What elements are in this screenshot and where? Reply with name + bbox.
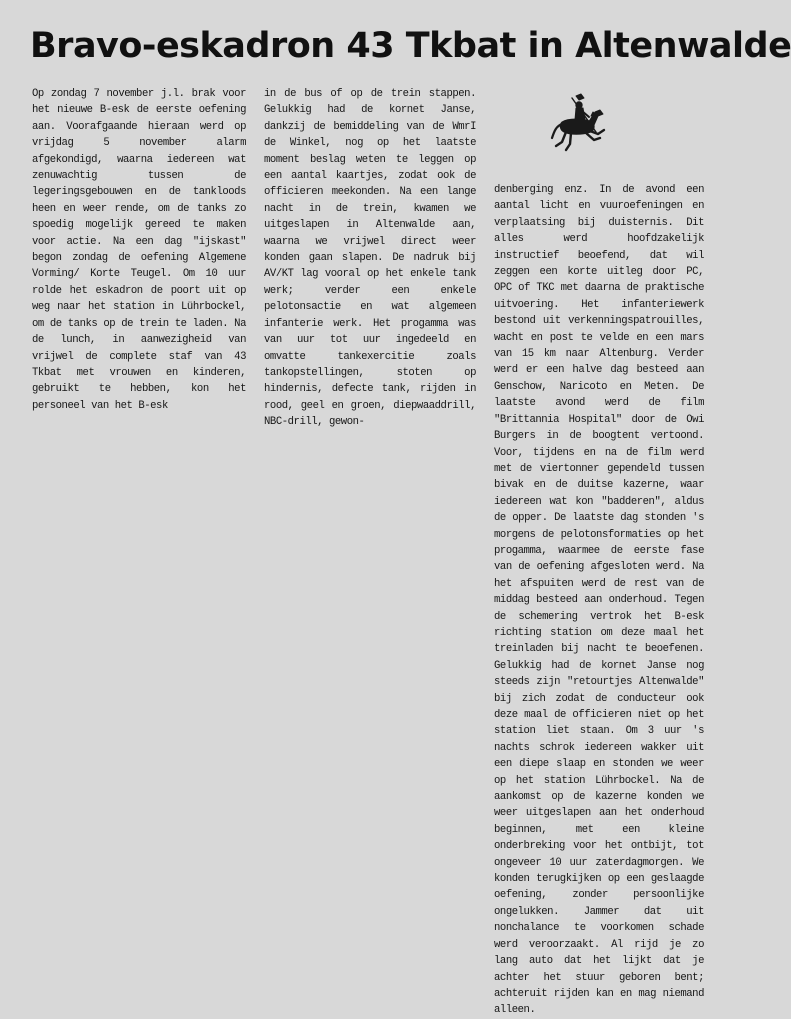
article-column-1: Op zondag 7 november j.l. brak voor het nieuwe B-esk de eerste oefening aan. Voorafgaande hieraan werd op vrijdag 5 november alarm afgekondigd, waarna iedereen wat zenuwachtig tussen de legeringsgebouwen en de tankloods heen en weer rende, om de tanks zo spoedig mogelijk gereed te maken voor actie. Na een dag "ijskast" begon zondag de oefening Algemene Vorming/ Korte Teugel. Om 10 uur rolde het eskadron de poort uit op weg naar het station in Lührbockel, om de tanks op de trein te laden. Na de lunch, in aanwezigheid van vrijwel de complete staf van 43 Tkbat met vrouwen en kinderen, gebruikt te hebben, kon het personeel van het B-esk [32, 88, 246, 412]
article-title: Bravo-eskadron 43 Tkbat in Altenwalde [30, 26, 791, 66]
cavalry-horse-rider-icon [548, 92, 612, 158]
article-column-2: in de bus of op de trein stappen. Gelukkig had de kornet Janse, dankzij de bemiddeling van de WmrI de Winkel, nog op het laatste moment beslag weten te leggen op een aantal kaartjes, zodat ook de officieren meekonden. Na een lange nacht in de trein, kwamen we uitgeslapen in Altenwalde aan, waarna we vrijwel direct weer konden gaan slapen. De nadruk bij AV/KT lag vooral op het enkele tank werk; verder een enkele pelotonsactie en wat algemeen infanterie werk. Het progamma was van uur tot uur ingedeeld en omvatte tankexercitie zoals tankopstellingen, stoten op hindernis, defecte tank, rijden in rood, geel en groen, diepwaaddrill, NBC-drill, gewon- [264, 88, 476, 429]
article-column-3: denberging enz. In de avond een aantal licht en vuuroefeningen en verplaatsing bij duisternis. Dit alles werd hoofdzakelijk instructief beoefend, dat wil zeggen een korte uitleg door PC, OPC of TKC met daarna de praktische uitvoering. Het infanteriewerk bestond uit verkenningspatrouilles, wacht en post te velde en een mars van 15 km naar Altenburg. Verder werd er een halve dag besteed aan Genschow, Naricoto en Meten. De laatste avond werd de film "Brittannia Hospital" door de Owi Burgers in de boogtent vertoond. Voor, tijdens en na de film werd met de viertonner gependeld tussen bivak en de duitse kazerne, waar iedereen wat kon "badderen", aldus de opper. De laatste dag stonden 's morgens de pelotonsformaties op het progamma, waarmee de eerste fase van de oefening afgesloten werd. Na het afspuiten werd de rest van de middag besteed aan onderhoud. Tegen de schemering vertrok het B-esk richting station om deze maal het treinladen bij nacht te beoefenen. Gelukkig had de kornet Janse nog steeds zijn "retourtjes Altenwalde" bij zich zodat de conducteur ook deze maal de officieren niet op het station liet staan. Om 3 uur 's nachts schrok iedereen wakker uit een diepe slaap en stonden we weer op het station Lührbockel. Na de aankomst op de kazerne konden we weer uitgeslapen aan het onderhoud beginnen, met een kleine onderbreking voor het ontbijt, tot ongeveer 10 uur zaterdagmorgen. We konden terugkijken op een geslaagde oefening, zonder persoonlijke ongelukken. Jammer dat uit nonchalance te voorkomen schade werd veroorzaakt. Al rijd je zo lang auto dat het lijkt dat je achter het stuur geboren bent; achteruit rijden kan en mag niemand alleen. [494, 184, 704, 1017]
